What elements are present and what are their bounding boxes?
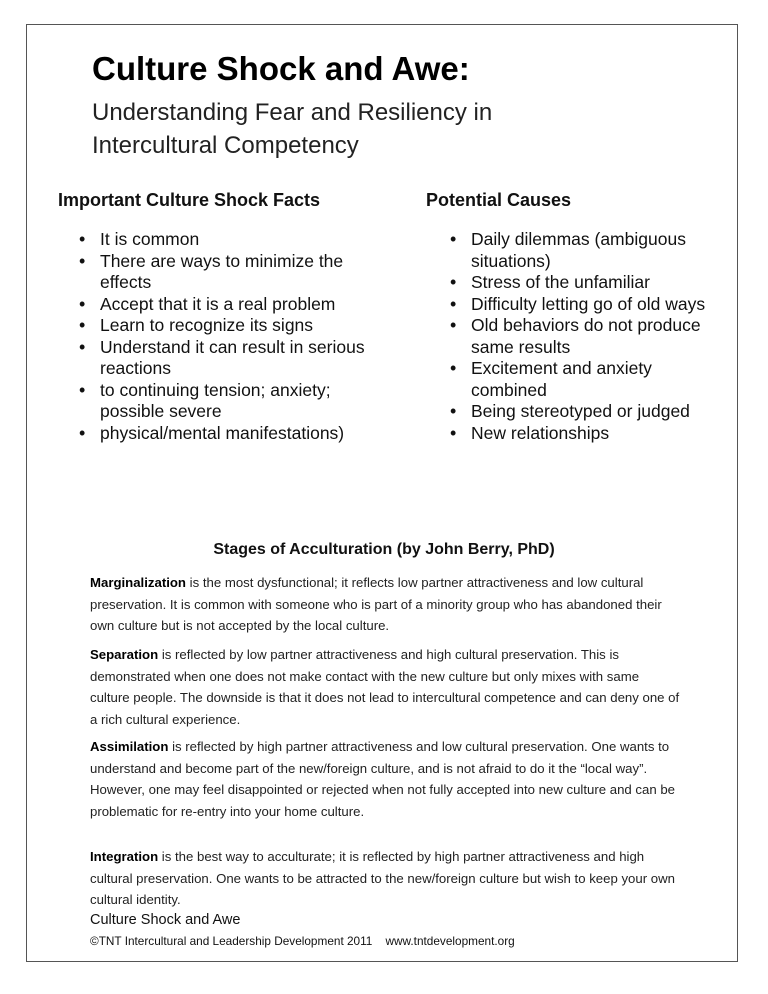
list-item: • Accept that it is a real problem <box>74 294 394 316</box>
footer-copyright <box>90 934 515 948</box>
stage-term: Integration <box>90 849 159 864</box>
document-title: Culture Shock and Awe: <box>92 50 470 87</box>
list-item: • to continuing tension; anxiety; possible severe <box>74 380 394 423</box>
list-item: • There are ways to minimize the effects <box>74 251 394 294</box>
stage-term: Marginalization <box>90 575 186 590</box>
list-item: • Excitement and anxiety combined <box>445 358 730 401</box>
list-item: • New relationships <box>445 423 730 445</box>
footer-title: Culture Shock and Awe <box>90 912 241 928</box>
stage-text: is reflected by low partner attractiveness and high cultural preservation. This is demonstrated when one does not make contact with the new culture but only mixes with same culture people. The downside is that it does not lead to intercultural competence and can deny one of a rich cultural experience. <box>90 647 680 727</box>
list-item: • Difficulty letting go of old ways <box>445 294 730 316</box>
stage-text: is the most dysfunctional; it reflects low partner attractiveness and low cultural preservation. It is common with someone who is part of a minority group who has abandoned their own culture but is not accepted by the local culture. <box>90 575 662 633</box>
subtitle-line: Understanding Fear and Resiliency in <box>92 99 493 126</box>
stage-separation <box>90 644 680 730</box>
stages-heading: Stages of Acculturation (by John Berry, PhD) <box>213 541 555 558</box>
list-item: • Being stereotyped or judged <box>445 401 730 423</box>
copyright-text: ©TNT Intercultural and Leadership Development 2011 <box>90 934 373 948</box>
list-item: • It is common <box>74 229 394 251</box>
stage-text: is the best way to acculturate; it is reflected by high partner attractiveness and high cultural preservation. One wants to be attracted to the new/foreign culture but wish to keep your own cultural identity. <box>90 849 675 907</box>
website-link[interactable]: www.tntdevelopment.org <box>385 934 515 948</box>
stage-term: Assimilation <box>90 739 169 754</box>
list-item: • Stress of the unfamiliar <box>445 272 730 294</box>
stage-integration <box>90 846 680 911</box>
stage-term: Separation <box>90 647 159 662</box>
list-item: • Understand it can result in serious reactions <box>74 337 394 380</box>
facts-heading: Important Culture Shock Facts <box>58 190 321 210</box>
stage-marginalization <box>90 572 680 637</box>
subtitle-line: Intercultural Competency <box>92 132 359 159</box>
stage-text: is reflected by high partner attractiveness and low cultural preservation. One wants to understand and become part of the new/foreign culture, and is not afraid to do it the “local way”. However, one may feel disappointed or rejected when not fully accepted into new culture and can be problematic for re-entry into your home culture. <box>90 739 676 819</box>
causes-heading: Potential Causes <box>426 190 572 210</box>
list-item: • physical/mental manifestations) <box>74 423 394 445</box>
stage-assimilation <box>90 736 680 822</box>
facts-list <box>74 229 394 444</box>
list-item: • Old behaviors do not produce same results <box>445 315 730 358</box>
document-subtitle <box>92 96 612 162</box>
list-item: • Daily dilemmas (ambiguous situations) <box>445 229 730 272</box>
causes-list <box>445 229 730 444</box>
list-item: • Learn to recognize its signs <box>74 315 394 337</box>
